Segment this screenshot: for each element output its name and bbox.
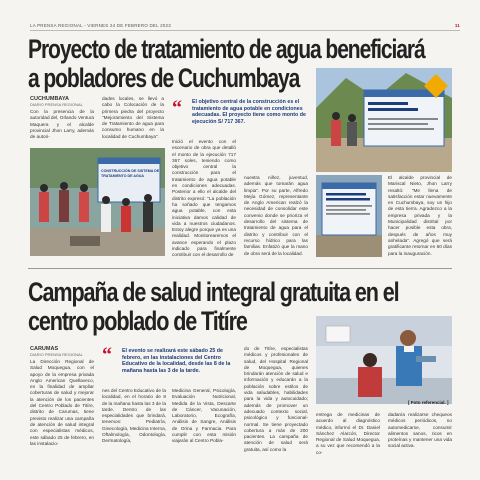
page-header <box>30 23 460 31</box>
article1-quote: El objetivo central de la construcción es el tratamiento de agua potable en condiciones adecuadas. El proyecto tiene como monto de ejecución S/ 717 367. <box>192 99 306 125</box>
article1-kicker <box>30 96 83 107</box>
article2-kicker-text: CARUMAS <box>30 346 59 352</box>
article1-col2: dades locales, se llevó a cabo la Colocación de la primera piedra del proyecto "Mejoramiento del Sistema de Tratamiento de agua para consumo humano en la localidad de Cuchumbaya". <box>102 96 164 139</box>
article1-col4: nuestra niñez, juventud, además que tomarán agua limpia". Por su parte, Alfredo Mejía Gómez, representante de Anglo American realzó la necesidad de consolidar este convenio donde se prioriza el desarrollo del sistema de tratamiento de agua para el distrito y contribuir con el recurso hídrico para las familias. Enfatizó que la mano de obra será de la localidad. <box>244 175 308 256</box>
article-divider <box>28 268 452 269</box>
article2-col4: do de Titíre, especialistas médicos y profesionales de salud, del Hospital Regional de Moquegua, quienes brindarán atención de salud e información y educarán a la población sobre estilos de vida saludables, habilidades para la vida y autocuidado; además de promover un adecuado contexto social, psicológico y funcional-normal. Se tiene proyectado cobertura a más de 200 pacientes. La campaña de atención de salud será gratuita, así como la <box>244 346 308 452</box>
article2-photo-health <box>316 316 452 404</box>
article1-photo-site <box>316 68 452 172</box>
article2-col1: La Dirección Regional de Salud Moquegua, con el apoyo de la empresa privada Anglo American Quellaveco, en la finalidad de ampliar coberturas de salud y mejorar la atención de los pacientes del Centro Poblado de Titíre, distrito de Carumas, tiene previsto realizar una campaña de atención de salud integral con especialistas médicos, este sábado 25 de febrero, en las instalacio- <box>30 359 94 446</box>
article1-title-line2: a pobladores de Cuchumbaya <box>28 63 300 93</box>
article2-col6: dadanía realizarse chequeos médicos periódicos, no automedicarse, consumir alimentos sanos, ricos en proteínas y mantener una vida social activa. <box>388 412 452 449</box>
article2-col3: Medicina General, Psicología, Evaluación Nutricional, Medida de la Vista, Descarte de Cáncer, Vacunación, Laboratorio, Ecografía, Análisis de Sangre, Análisis de Orina y Farmacia. Para cumplir con esta misión viajarán al Centro Pobla- <box>172 388 236 444</box>
article1-col3: Inició el evento con el escenario de obra que detalló el monto de la ejecución 717 367 soles, teniendo como objetivo central la construcción para el tratamiento de agua potable en condiciones adecuadas. Posterior a ello el alcalde del distrito expresó: "La población ha soñado que tengamos agua potable, con esta iniciativa damos calidad de vida a nuestros ciudadanos. Estoy alegre porque ya es una realidad. Monitorearemos el avance esperando el plazo indicado para finalmente contribuir con el desarrollo de <box>172 139 236 257</box>
article2-kicker <box>30 346 83 357</box>
header-text: LA PRENSA REGIONAL - VIERNES 24 DE FEBRERO DEL 2023 <box>30 23 171 28</box>
article2-title-line1: Campaña de salud integral gratuita en el <box>28 277 399 307</box>
article1-photo-sign <box>316 175 382 257</box>
article2-col2: nes del Centro Educativo de la localidad, en el horario de 8 de la mañana hasta las 3 de la tarde. Dentro de las especialidades que brindará, tenemos: Pediatría, Ginecología, Medicina Interna, Oftalmología, Odontología, Dermatología, <box>102 388 166 444</box>
article2-col5: entrega de medicinas de acuerdo al diagnóstico médico, informó el Dr. Daniel Sánchez Alarcón, Director Regional de Salud Moquegua, a su vez que recomendó a la co- <box>316 412 380 455</box>
article1-title-line1: Proyecto de tratamiento de agua beneficiará <box>28 34 425 64</box>
article2-quote-mark: “ <box>102 344 112 366</box>
ceremony-photo-illustration <box>30 148 165 256</box>
article1-col1: Con la presencia de la autoridad del, Orlando Ventura Maquera y el alcalde provincial Jhon Larry, además de autori- <box>30 109 94 140</box>
article2-quote: El evento se realizará este sábado 25 de febrero, en las instalaciones del Centro Educativo de la localidad, desde las 8 de la mañana hasta las 3 de la tarde. <box>122 348 231 374</box>
health-photo-illustration <box>316 316 452 404</box>
article2-title-line2: centro poblado de Titíre <box>28 306 247 336</box>
svg-text:CONSTRUCCIÓN DE SISTEMA DE: CONSTRUCCIÓN DE SISTEMA DE <box>101 169 160 173</box>
article1-kicker-text: CUCHUMBAYA <box>30 96 70 102</box>
article2-kicker-sub: DIARIO PRENSA REGIONAL <box>30 352 83 357</box>
article1-col5: El alcalde provincial de Mariscal Nieto, Jhon Larry resaltó: "Me llena de satisfacción estar nuevamente en Cuchumbaya, soy un hijo de esta tierra. Agradezco a la empresa privada y la Municipalidad distrital por hacer posible esta obra, después de años muy anhelada". Agregó que será gratificante retornar en 60 días para la inauguración. <box>388 175 452 256</box>
svg-text:TRATAMIENTO DE AGUA: TRATAMIENTO DE AGUA <box>101 174 144 178</box>
site-photo-illustration <box>316 68 452 172</box>
sign-photo-illustration <box>316 175 382 257</box>
page-number: 11 <box>454 23 460 28</box>
article1-photo-ceremony <box>30 148 165 256</box>
article2-photo-caption: [ Foto referencial. ] <box>408 400 449 405</box>
article1-kicker-sub: DIARIO PRENSA REGIONAL <box>30 102 83 107</box>
article1-quote-mark: “ <box>172 97 182 119</box>
